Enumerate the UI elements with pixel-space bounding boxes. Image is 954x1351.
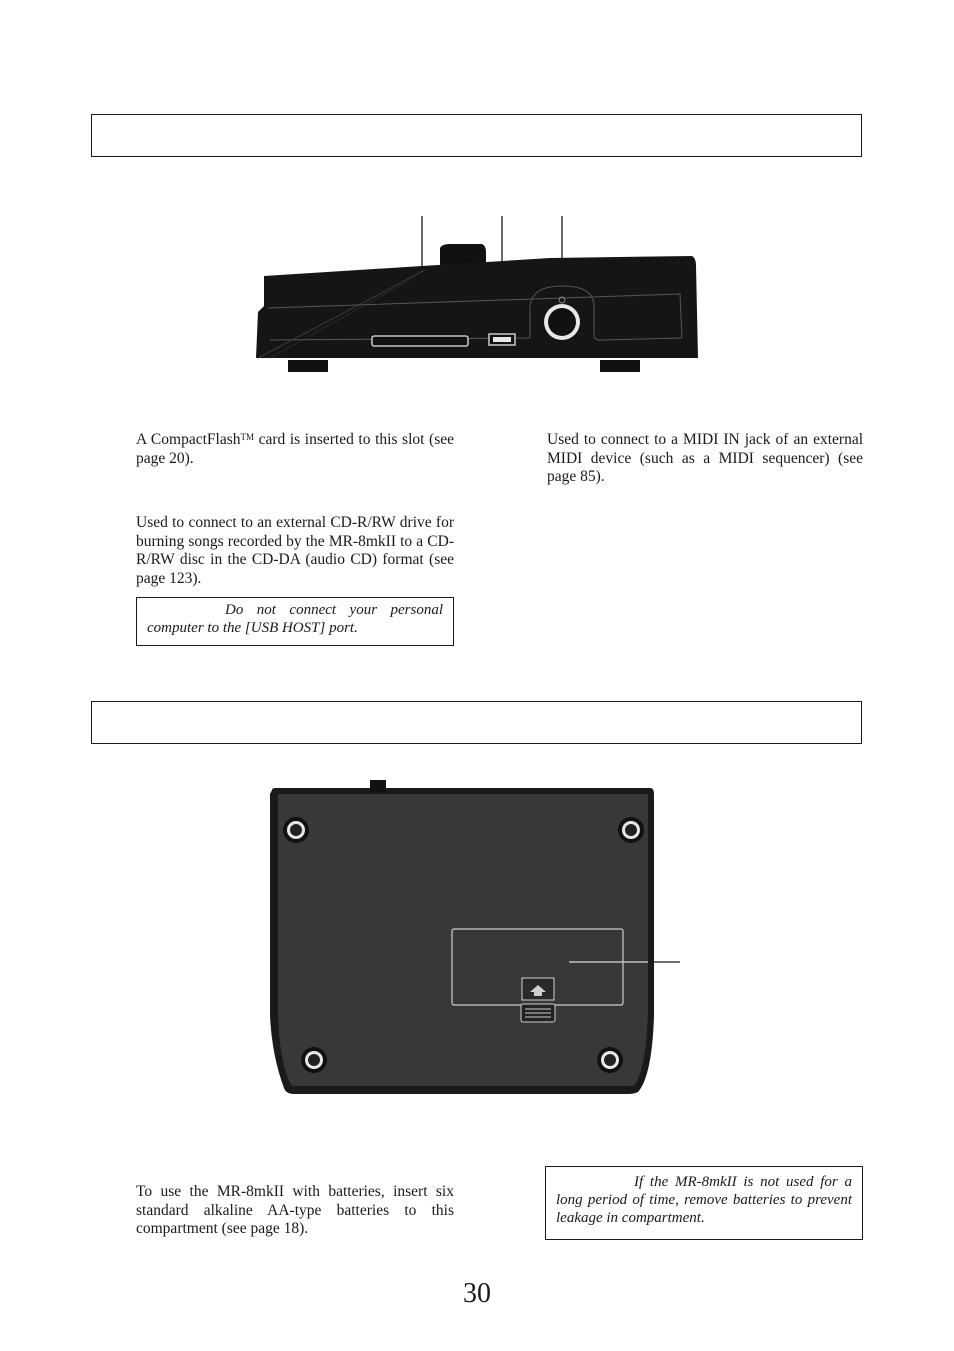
card-slot [372,336,468,346]
card-slot-description: A CompactFlash™ card is inserted to this slot (see page 20). [136,431,455,467]
screw-hole-bottom-right [597,1047,623,1073]
bottom-panel-illustration [262,776,692,1102]
section-header-bottom-panel [91,701,862,744]
midi-out-description: Used to connect to a MIDI IN jack of an external MIDI device (such as a MIDI sequencer) (see page 85). [547,431,863,485]
screw-hole-top-right [618,817,644,843]
screw-hole-bottom-left [301,1047,327,1073]
usb-host-note: Do not connect your personal computer to the [USB HOST] port. [136,597,454,646]
front-panel-illustration [250,210,710,380]
foot-right [600,360,640,372]
usb-host-description: Used to connect to an external CD-R/RW drive for burning songs recorded by the MR-8mkII to a CD-R/RW disc in the CD-DA (audio CD) format (see page 123). [136,514,454,587]
foot-left [288,360,328,372]
device-body [256,256,698,358]
screw-hole-top-left [283,817,309,843]
section-header-front-panel [91,114,862,157]
battery-note: If the MR-8mkII is not used for a long period of time, remove batteries to prevent leakage in compartment. [545,1166,863,1240]
page-number: 30 [463,1278,491,1309]
battery-compartment-description: To use the MR-8mkII with batteries, insert six standard alkaline AA-type batteries to this compartment (see page 18). [136,1183,454,1237]
